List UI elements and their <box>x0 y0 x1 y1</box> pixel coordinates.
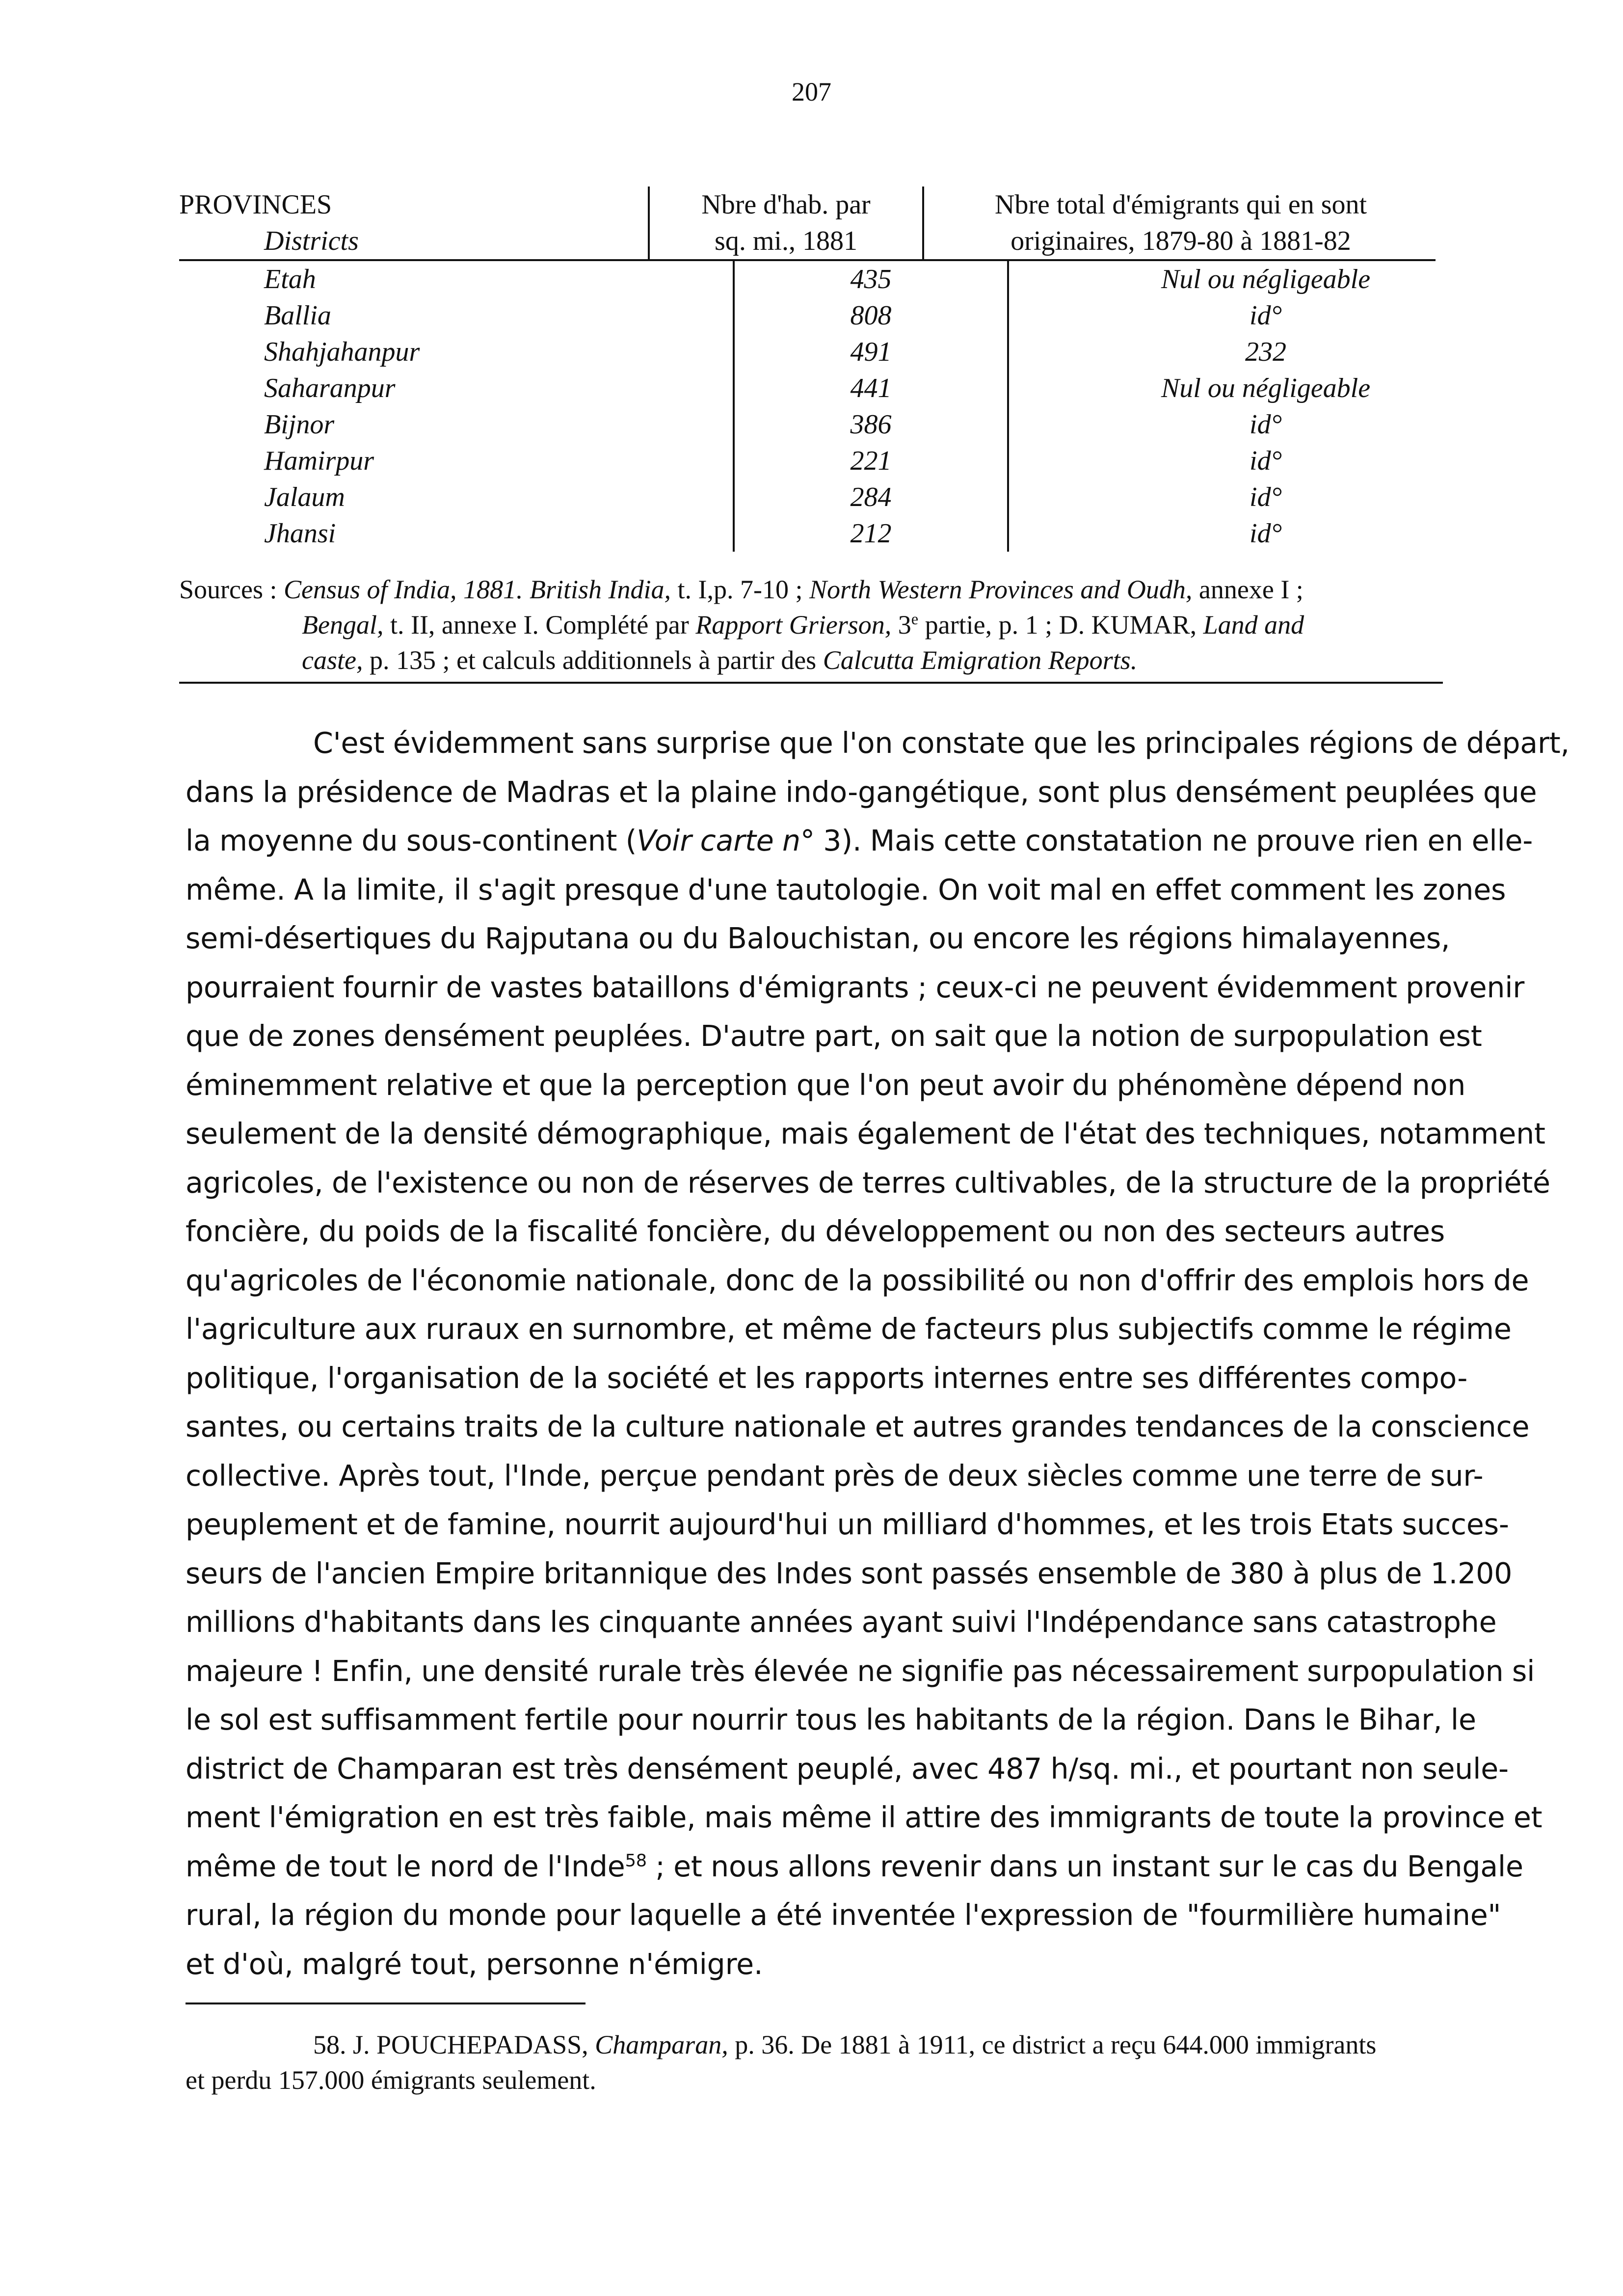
source-bengal: Bengal, <box>302 610 384 640</box>
source-calcutta: Calcutta Emigration Reports. <box>823 645 1138 675</box>
source-nwp: North Western Provinces and Oudh, <box>809 575 1193 604</box>
footnote-ref[interactable]: 58 <box>625 1850 647 1870</box>
source-census: Census of India, 1881. British India, <box>283 575 671 604</box>
sources-label: Sources : <box>179 575 277 604</box>
density-value: 491 <box>733 334 1007 370</box>
text-line: le sol est suffisamment fertile pour nourrir tous les habitants de la région. Dans le Bihar, le <box>186 1703 1476 1736</box>
density-value: 441 <box>733 370 1007 406</box>
district-name: Ballia <box>264 300 331 331</box>
header-provinces: PROVINCES <box>179 189 332 220</box>
table-sources <box>179 572 1443 684</box>
emigrants-value: id° <box>1007 443 1522 479</box>
text-line: majeure ! Enfin, une densité rurale très élevée ne signifie pas nécessairement surpopulation si <box>186 1654 1535 1688</box>
text-line: qu'agricoles de l'économie nationale, donc de la possibilité ou non d'offrir des emplois hors de <box>186 1263 1529 1297</box>
map-reference: Voir carte n° <box>637 824 815 857</box>
source-grierson: Rapport Grierson, <box>695 610 892 640</box>
source-sup: e <box>911 611 919 628</box>
text-line: santes, ou certains traits de la culture nationale et autres grandes tendances de la conscience <box>186 1410 1530 1443</box>
source-kumar: Land and <box>1203 610 1304 640</box>
text-line: rural, la région du monde pour laquelle a été inventée l'expression de "fourmilière humaine" <box>186 1898 1501 1932</box>
text-line: agricoles, de l'existence ou non de réserves de terres cultivables, de la structure de la propriété <box>186 1166 1550 1200</box>
source-text: 3 <box>891 610 911 640</box>
source-text: t. II, annexe I. Complété par <box>383 610 696 640</box>
table-row <box>179 297 1436 334</box>
footnote-text: et perdu 157.000 émigrants seulement. <box>186 2065 596 2095</box>
density-value: 808 <box>733 297 1007 334</box>
district-name: Etah <box>264 264 316 294</box>
table-row <box>179 334 1436 370</box>
footnote-text: p. 36. De 1881 à 1911, ce district a reçu 644.000 immigrants <box>728 2030 1377 2059</box>
text-line: que de zones densément peuplées. D'autre part, on sait que la notion de surpopulation est <box>186 1019 1482 1053</box>
table-row <box>179 515 1436 552</box>
text-line: seurs de l'ancien Empire britannique des Indes sont passés ensemble de 380 à plus de 1.200 <box>186 1556 1513 1590</box>
source-text: t. I,p. 7-10 ; <box>670 575 809 604</box>
text-line: dans la présidence de Madras et la plaine indo-gangétique, sont plus densément peuplées que <box>186 775 1537 809</box>
text-line: millions d'habitants dans les cinquante années ayant suivi l'Indépendance sans catastrophe <box>186 1605 1497 1639</box>
body-paragraph <box>186 719 1570 1989</box>
page-number: 207 <box>792 77 831 107</box>
text-line: seulement de la densité démographique, mais également de l'état des techniques, notamment <box>186 1117 1545 1150</box>
text-line: politique, l'organisation de la société et les rapports internes entre ses différentes compo- <box>186 1361 1468 1395</box>
footnote-divider <box>186 2002 585 2004</box>
header-districts: Districts <box>264 226 359 256</box>
district-name: Bijnor <box>264 409 335 440</box>
emigrants-value: Nul ou négligeable <box>1007 261 1522 297</box>
density-value: 221 <box>733 443 1007 479</box>
source-text: p. 135 ; et calculs additionnels à partir des <box>363 645 823 675</box>
emigrants-value: id° <box>1007 479 1522 515</box>
density-value: 435 <box>733 261 1007 297</box>
header-density: Nbre d'hab. par <box>648 187 922 223</box>
text-line: ment l'émigration en est très faible, mais même il attire des immigrants de toute la province et <box>186 1801 1543 1834</box>
source-caste: caste, <box>302 645 363 675</box>
footnote-title: Champaran, <box>595 2030 728 2059</box>
text-line: C'est évidemment sans surprise que l'on constate que les principales régions de départ, <box>313 726 1570 760</box>
district-name: Jhansi <box>264 518 336 549</box>
table-row <box>179 370 1436 406</box>
density-value: 284 <box>733 479 1007 515</box>
emigrants-value: Nul ou négligeable <box>1007 370 1522 406</box>
source-text: annexe I ; <box>1192 575 1304 604</box>
emigrants-value: 232 <box>1007 334 1522 370</box>
footnote-text: 58. J. POUCHEPADASS, <box>313 2030 595 2059</box>
density-value: 212 <box>733 515 1007 552</box>
emigrants-value: id° <box>1007 297 1522 334</box>
text-line: foncière, du poids de la fiscalité foncière, du développement ou non des secteurs autres <box>186 1215 1445 1248</box>
emigrants-value: id° <box>1007 406 1522 443</box>
text-line: éminemment relative et que la perception que l'on peut avoir du phénomène dépend non <box>186 1068 1466 1102</box>
density-table <box>179 187 1436 552</box>
density-value: 386 <box>733 406 1007 443</box>
table-body <box>179 261 1436 552</box>
emigrants-value: id° <box>1007 515 1522 552</box>
district-name: Jalaum <box>264 482 345 512</box>
text-line: la moyenne du sous-continent (Voir carte n° 3). Mais cette constatation ne prouve rien en elle- <box>186 824 1533 857</box>
text-line: peuplement et de famine, nourrit aujourd'hui un milliard d'hommes, et les trois Etats succes- <box>186 1508 1509 1541</box>
text-line: semi-désertiques du Rajputana ou du Balouchistan, ou encore les régions himalayennes, <box>186 922 1450 955</box>
source-text: partie, p. 1 ; D. KUMAR, <box>918 610 1203 640</box>
header-density-year: sq. mi., 1881 <box>648 223 922 259</box>
footnote-58 <box>186 2027 1445 2098</box>
header-emigrants: Nbre total d'émigrants qui en sont <box>922 187 1437 223</box>
text-line: l'agriculture aux ruraux en surnombre, et même de facteurs plus subjectifs comme le régime <box>186 1312 1512 1346</box>
table-header <box>179 187 1436 261</box>
district-name: Shahjahanpur <box>264 337 420 367</box>
table-row <box>179 443 1436 479</box>
text-line: et d'où, malgré tout, personne n'émigre. <box>186 1947 763 1981</box>
table-row <box>179 406 1436 443</box>
text-line: même. A la limite, il s'agit presque d'une tautologie. On voit mal en effet comment les zones <box>186 873 1506 907</box>
table-row <box>179 479 1436 515</box>
district-name: Hamirpur <box>264 446 374 476</box>
text-line: pourraient fournir de vastes bataillons d'émigrants ; ceux-ci ne peuvent évidemment provenir <box>186 970 1525 1004</box>
text-line: même de tout le nord de l'Inde$^{58}$ ; et nous allons revenir dans un instant sur le cas du Bengale <box>186 1849 1523 1883</box>
header-emigrants-years: originaires, 1879-80 à 1881-82 <box>922 223 1437 259</box>
text-line: collective. Après tout, l'Inde, perçue pendant près de deux siècles comme une terre de sur- <box>186 1459 1484 1493</box>
text-line: district de Champaran est très densément peuplé, avec 487 h/sq. mi., et pourtant non seule- <box>186 1752 1509 1786</box>
table-row <box>179 261 1436 297</box>
district-name: Saharanpur <box>264 373 396 403</box>
